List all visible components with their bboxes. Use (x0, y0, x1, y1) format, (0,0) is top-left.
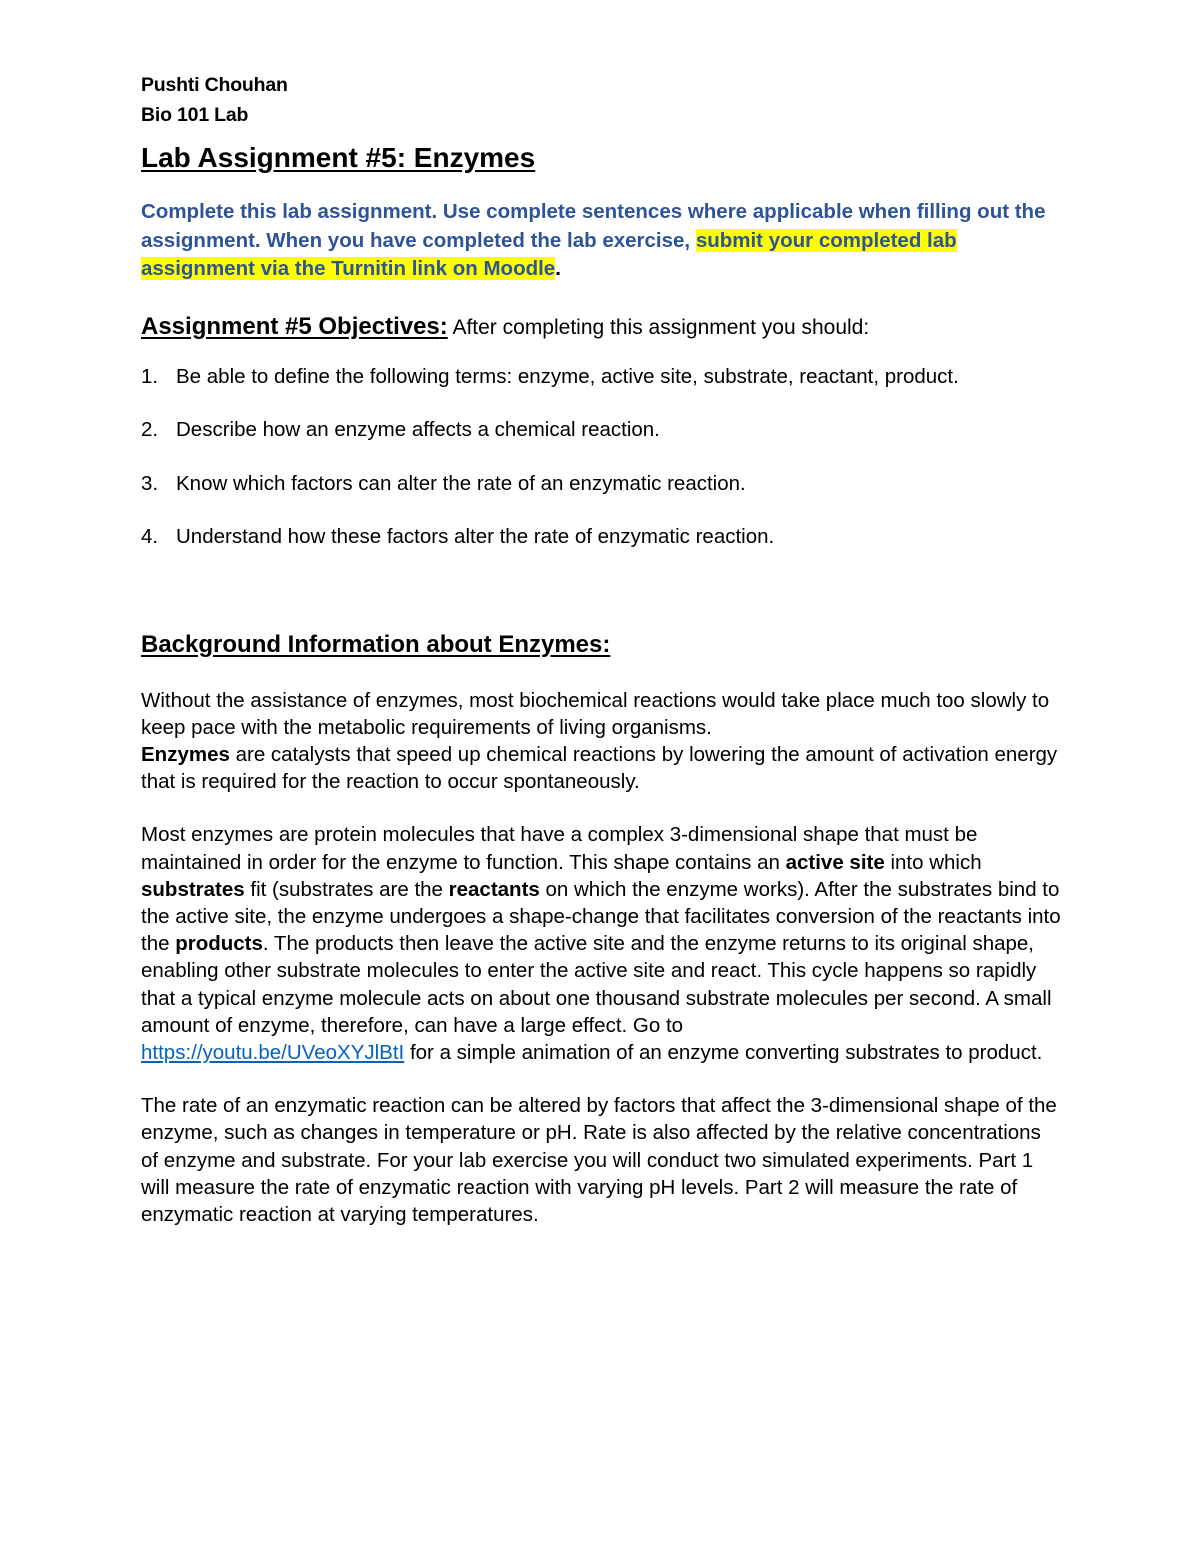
bold-term-active-site: active site (785, 850, 885, 874)
list-item (141, 523, 1026, 551)
background-paragraph-1 (141, 687, 1061, 796)
objectives-heading (141, 313, 448, 340)
paragraph-text: into which (884, 850, 982, 874)
intro-highlight: submit your completed lab assignment via the Turnitin link on Moodle (141, 228, 957, 280)
paragraph-text: fit (substrates are the (244, 877, 449, 901)
objectives-heading-text: Assignment #5 Objectives (141, 312, 440, 340)
intro-end: . (555, 257, 561, 280)
background-paragraph-2 (141, 821, 1061, 1066)
objectives-lead: After completing this assignment you should: (447, 315, 870, 339)
paragraph-text: Without the assistance of enzymes, most biochemical reactions would take place much too slowly to keep pace with the metabolic requirements of living organisms. (141, 688, 1050, 739)
paragraph-text: for a simple animation of an enzyme converting substrates to product. (404, 1040, 1043, 1064)
paragraph-text: . The products then leave the active site and the enzyme returns to its original shape, enabling other substrate molecules to enter the active site and react. This cycle happens so rapidly that a typical enzyme molecule acts on about one thousand substrate molecules per second. A small amount of enzyme, therefore, can have a large effect. Go to (141, 932, 1052, 1037)
background-paragraph-3: The rate of an enzymatic reaction can be altered by factors that affect the 3-dimensional shape of the enzyme, such as changes in temperature or pH. Rate is also affected by the relative concentrations of enzyme and substrate. For your lab exercise you will conduct two simulated experiments. Part 1 will measure the rate of enzymatic reaction with varying pH levels. Part 2 will measure the rate of enzymatic reaction at varying temperatures. (141, 1094, 1057, 1226)
list-item-number: 4. (141, 525, 159, 548)
paragraph-text: Most enzymes are protein molecules that have a complex 3-dimensional shape that must be maintained in order for the enzyme to function. This shape contains an (141, 823, 978, 874)
intro-text: Complete this lab assignment. Use complete sentences where applicable when filling out the assignment. When you have completed the lab exercise, (141, 200, 1046, 252)
objectives-list (141, 363, 1061, 551)
list-item (141, 470, 1026, 498)
list-item-text: Know which factors can alter the rate of an enzymatic reaction. (176, 471, 746, 495)
paragraph-text: on which the enzyme works). After the substrates bind to the active site, the enzyme undergoes a shape-change that facilitates conversion of the reactants into the (141, 877, 1061, 956)
list-item-text: Be able to define the following terms: enzyme, active site, substrate, reactant, product. (176, 364, 959, 388)
objectives-line (141, 312, 1061, 343)
bold-term-enzymes: Enzymes (141, 742, 230, 766)
list-item (141, 416, 1026, 444)
document-page (141, 70, 1061, 1228)
objectives-heading-colon: : (439, 312, 448, 340)
bold-term-substrates: substrates (141, 877, 245, 901)
list-item-text: Understand how these factors alter the rate of enzymatic reaction. (176, 525, 775, 548)
list-item-number: 2. (141, 418, 159, 441)
list-item (141, 363, 1026, 391)
bold-term-reactants: reactants (448, 877, 540, 901)
list-item-number: 3. (141, 471, 159, 495)
paragraph-text: are catalysts that speed up chemical reactions by lowering the amount of activation energy that is required for the reaction to occur spontaneously. (141, 742, 1058, 794)
bold-term-products: products (175, 932, 263, 956)
intro-instructions (141, 198, 1046, 284)
page-title: Lab Assignment #5: Enzymes (141, 142, 536, 173)
list-item-text: Describe how an enzyme affects a chemical reaction. (176, 418, 660, 441)
list-item-number: 1. (141, 364, 159, 388)
course-name: Bio 101 Lab (141, 104, 249, 126)
author-name: Pushti Chouhan (141, 74, 288, 96)
animation-link[interactable]: https://youtu.be/UVeoXYJlBtI (141, 1040, 405, 1064)
background-heading: Background Information about Enzymes: (141, 630, 611, 658)
